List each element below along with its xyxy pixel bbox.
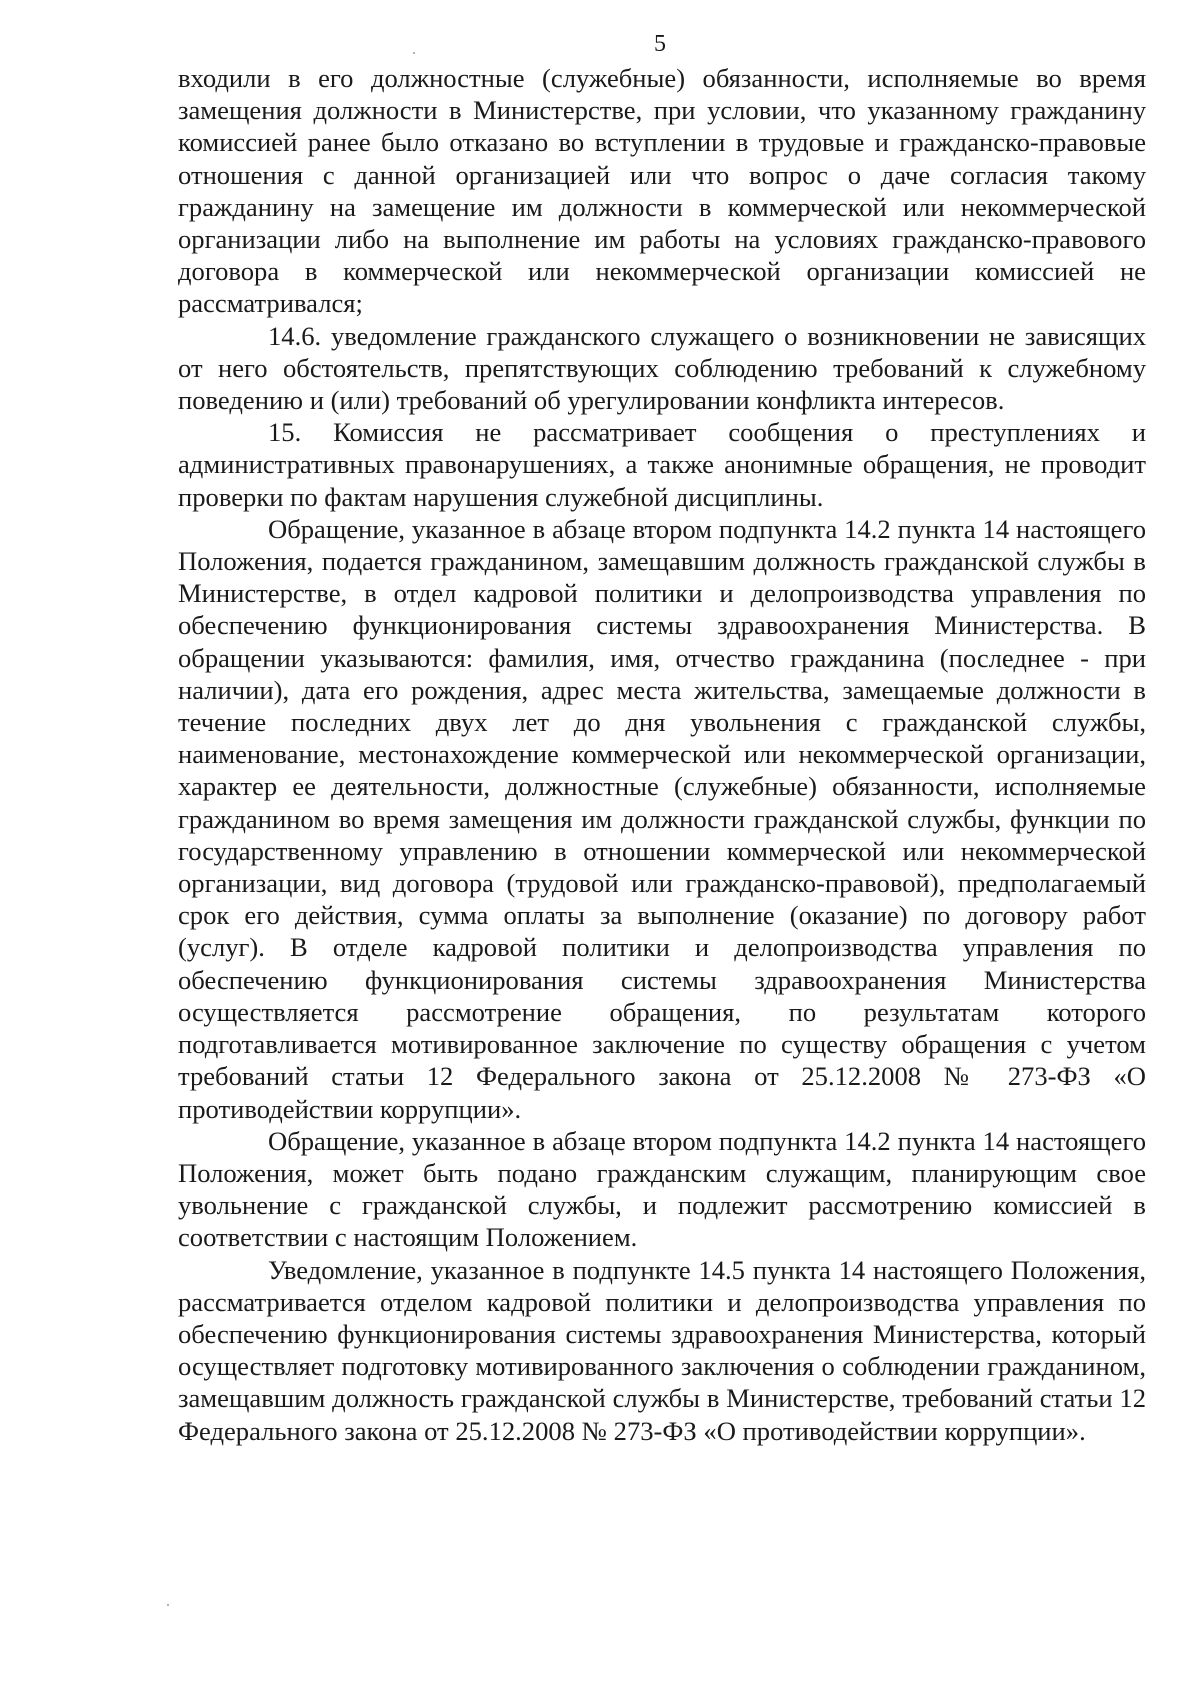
page-number: 5	[654, 31, 666, 57]
paragraph-15: 15. Комиссия не рассматривает сообщения о преступлениях и административных правонарушениях, а также анонимные обращения, не проводит проверки по фактам нарушения служебной дисциплины.	[178, 417, 1146, 512]
paragraph-continuation: входили в его должностные (служебные) обязанности, исполняемые во время замещения должности в Министерстве, при условии, что указанному гражданину комиссией ранее было отказано во вступлении в трудовые и гражданско-правовые отношения с данной организацией или что вопрос о даче согласия такому гражданину на замещение им должности в коммерческой или некоммерческой организации либо на выполнение им работы на условиях гражданско-правового договора в коммерческой или некоммерческой организации комиссией не рассматривался;	[178, 63, 1146, 319]
paragraph-notice-review: Уведомление, указанное в подпункте 14.5 пункта 14 настоящего Положения, рассматривается отделом кадровой политики и делопроизводства управления по обеспечению функционирования системы здравоохранения Министерства, который осуществляет подготовку мотивированного заключения о соблюдении гражданином, замещавшим должность гражданской службы в Министерстве, требований статьи 12 Федерального закона от 25.12.2008 № 273-ФЗ «О противодействии коррупции».	[178, 1254, 1146, 1446]
paragraph-appeal-filing: Обращение, указанное в абзаце втором подпункта 14.2 пункта 14 настоящего Положения, подается гражданином, замещавшим должность гражданской службы в Министерстве, в отдел кадровой политики и делопроизводства управления по обеспечению функционирования системы здравоохранения Министерства. В обращении указываются: фамилия, имя, отчество гражданина (последнее - при наличии), дата его рождения, адрес места жительства, замещаемые должности в течение последних двух лет до дня увольнения с гражданской службы, наименование, местонахождение коммерческой или некоммерческой организации, характер ее деятельности, должностные (служебные) обязанности, исполняемые гражданином во время замещения им должности гражданской службы, функции по государственному управлению в отношении коммерческой или некоммерческой организации, вид договора (трудовой или гражданско-правовой), предполагаемый срок его действия, сумма оплаты за выполнение (оказание) по договору работ (услуг). В отделе кадровой политики и делопроизводства управления по обеспечению функционирования системы здравоохранения Министерства осуществляется рассмотрение обращения, по результатам которого подготавливается мотивированное заключение по существу обращения с учетом требований статьи 12 Федерального закона от 25.12.2008 № 273-ФЗ «О противодействии коррупции».	[178, 513, 1146, 1124]
paragraph-14-6: 14.6. уведомление гражданского служащего о возникновении не зависящих от него обстоятельств, препятствующих соблюдению требований к служебному поведению и (или) требований об урегулировании конфликта интересов.	[178, 320, 1146, 416]
scan-speck	[167, 1604, 169, 1606]
document-body	[178, 62, 1146, 1447]
paragraph-appeal-by-servant: Обращение, указанное в абзаце втором подпункта 14.2 пункта 14 настоящего Положения, может быть подано гражданским служащим, планирующим свое увольнение с гражданской службы, и подлежит рассмотрению комиссией в соответствии с настоящим Положением.	[178, 1125, 1146, 1253]
